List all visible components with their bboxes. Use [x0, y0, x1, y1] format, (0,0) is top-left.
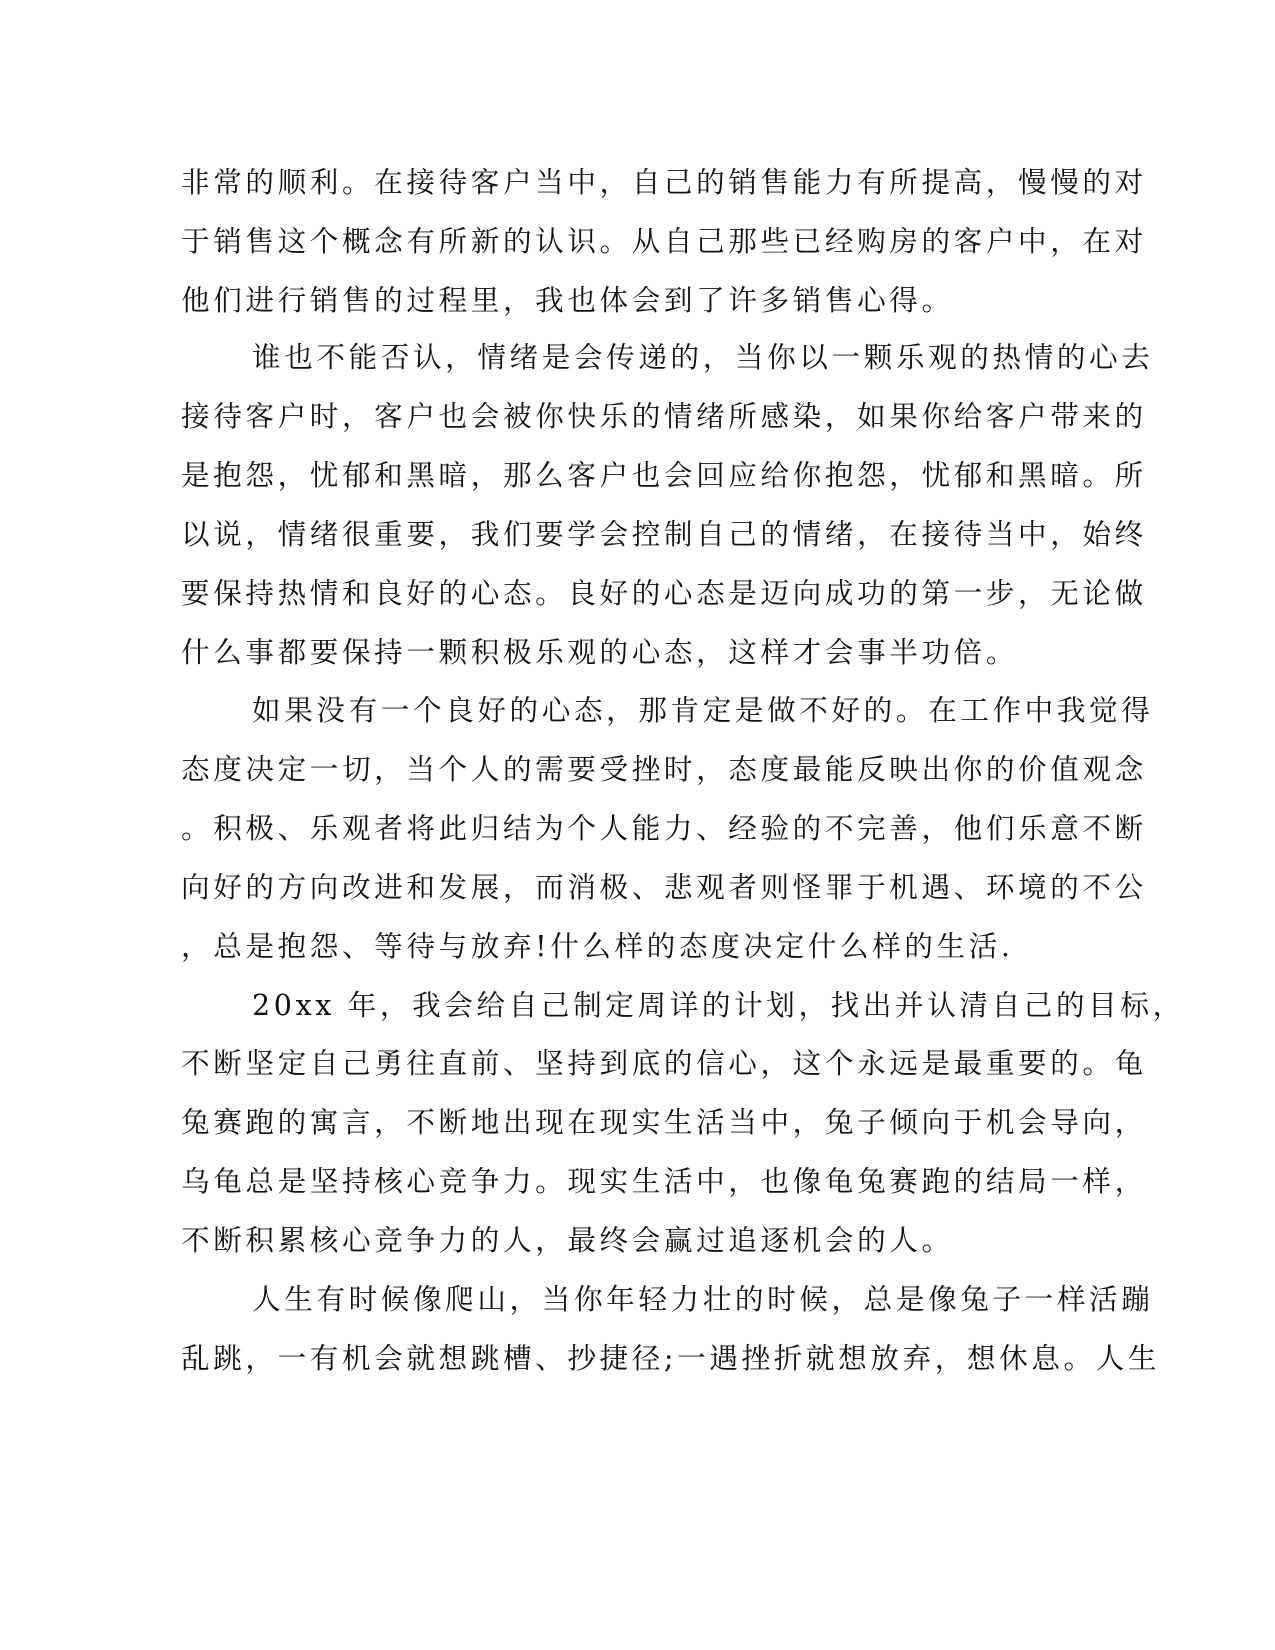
text-line: 不断坚定自己勇往直前、坚持到底的信心，这个永远是最重要的。龟 [181, 1046, 1147, 1080]
text-line: 什么事都要保持一颗积极乐观的心态，这样才会事半功倍。 [181, 635, 1019, 669]
text-line: 乌龟总是坚持核心竞争力。现实生活中，也像龟兔赛跑的结局一样， [181, 1164, 1147, 1198]
text-line: 是抱怨，忧郁和黑暗，那么客户也会回应给你抱怨，忧郁和黑暗。所 [181, 458, 1147, 492]
paragraph-first-line: 20xx 年，我会给自己制定周详的计划，找出并认清自己的目标， [252, 988, 1185, 1022]
text-line: ，总是抱怨、等待与放弃!什么样的态度决定什么样的生活. [181, 929, 1014, 963]
text-line: 他们进行销售的过程里，我也体会到了许多销售心得。 [181, 283, 954, 317]
paragraph-first-line: 如果没有一个良好的心态，那肯定是做不好的。在工作中我觉得 [252, 693, 1154, 727]
text-line: 于销售这个概念有所新的认识。从自己那些已经购房的客户中，在对 [181, 224, 1147, 258]
text-line: 接待客户时，客户也会被你快乐的情绪所感染，如果你给客户带来的 [181, 399, 1147, 433]
text-line: 要保持热情和良好的心态。良好的心态是迈向成功的第一步，无论做 [181, 576, 1147, 610]
text-line: 向好的方向改进和发展，而消极、悲观者则怪罪于机遇、环境的不公 [181, 870, 1147, 904]
text-line: 以说，情绪很重要，我们要学会控制自己的情绪，在接待当中，始终 [181, 517, 1147, 551]
text-line: 非常的顺利。在接待客户当中，自己的销售能力有所提高，慢慢的对 [181, 165, 1147, 199]
text-line: 态度决定一切，当个人的需要受挫时，态度最能反映出你的价值观念 [181, 752, 1147, 786]
paragraph-first-line: 谁也不能否认，情绪是会传递的，当你以一颗乐观的热情的心去 [252, 340, 1154, 374]
text-line: 。积极、乐观者将此归结为个人能力、经验的不完善，他们乐意不断 [181, 811, 1147, 845]
text-line: 不断积累核心竞争力的人，最终会赢过追逐机会的人。 [181, 1223, 954, 1257]
text-line: 兔赛跑的寓言，不断地出现在现实生活当中，兔子倾向于机会导向， [181, 1105, 1147, 1139]
paragraph-first-line: 人生有时候像爬山，当你年轻力壮的时候，总是像兔子一样活蹦 [252, 1282, 1154, 1316]
text-line: 乱跳，一有机会就想跳槽、抄捷径;一遇挫折就想放弃，想休息。人生 [181, 1341, 1161, 1375]
